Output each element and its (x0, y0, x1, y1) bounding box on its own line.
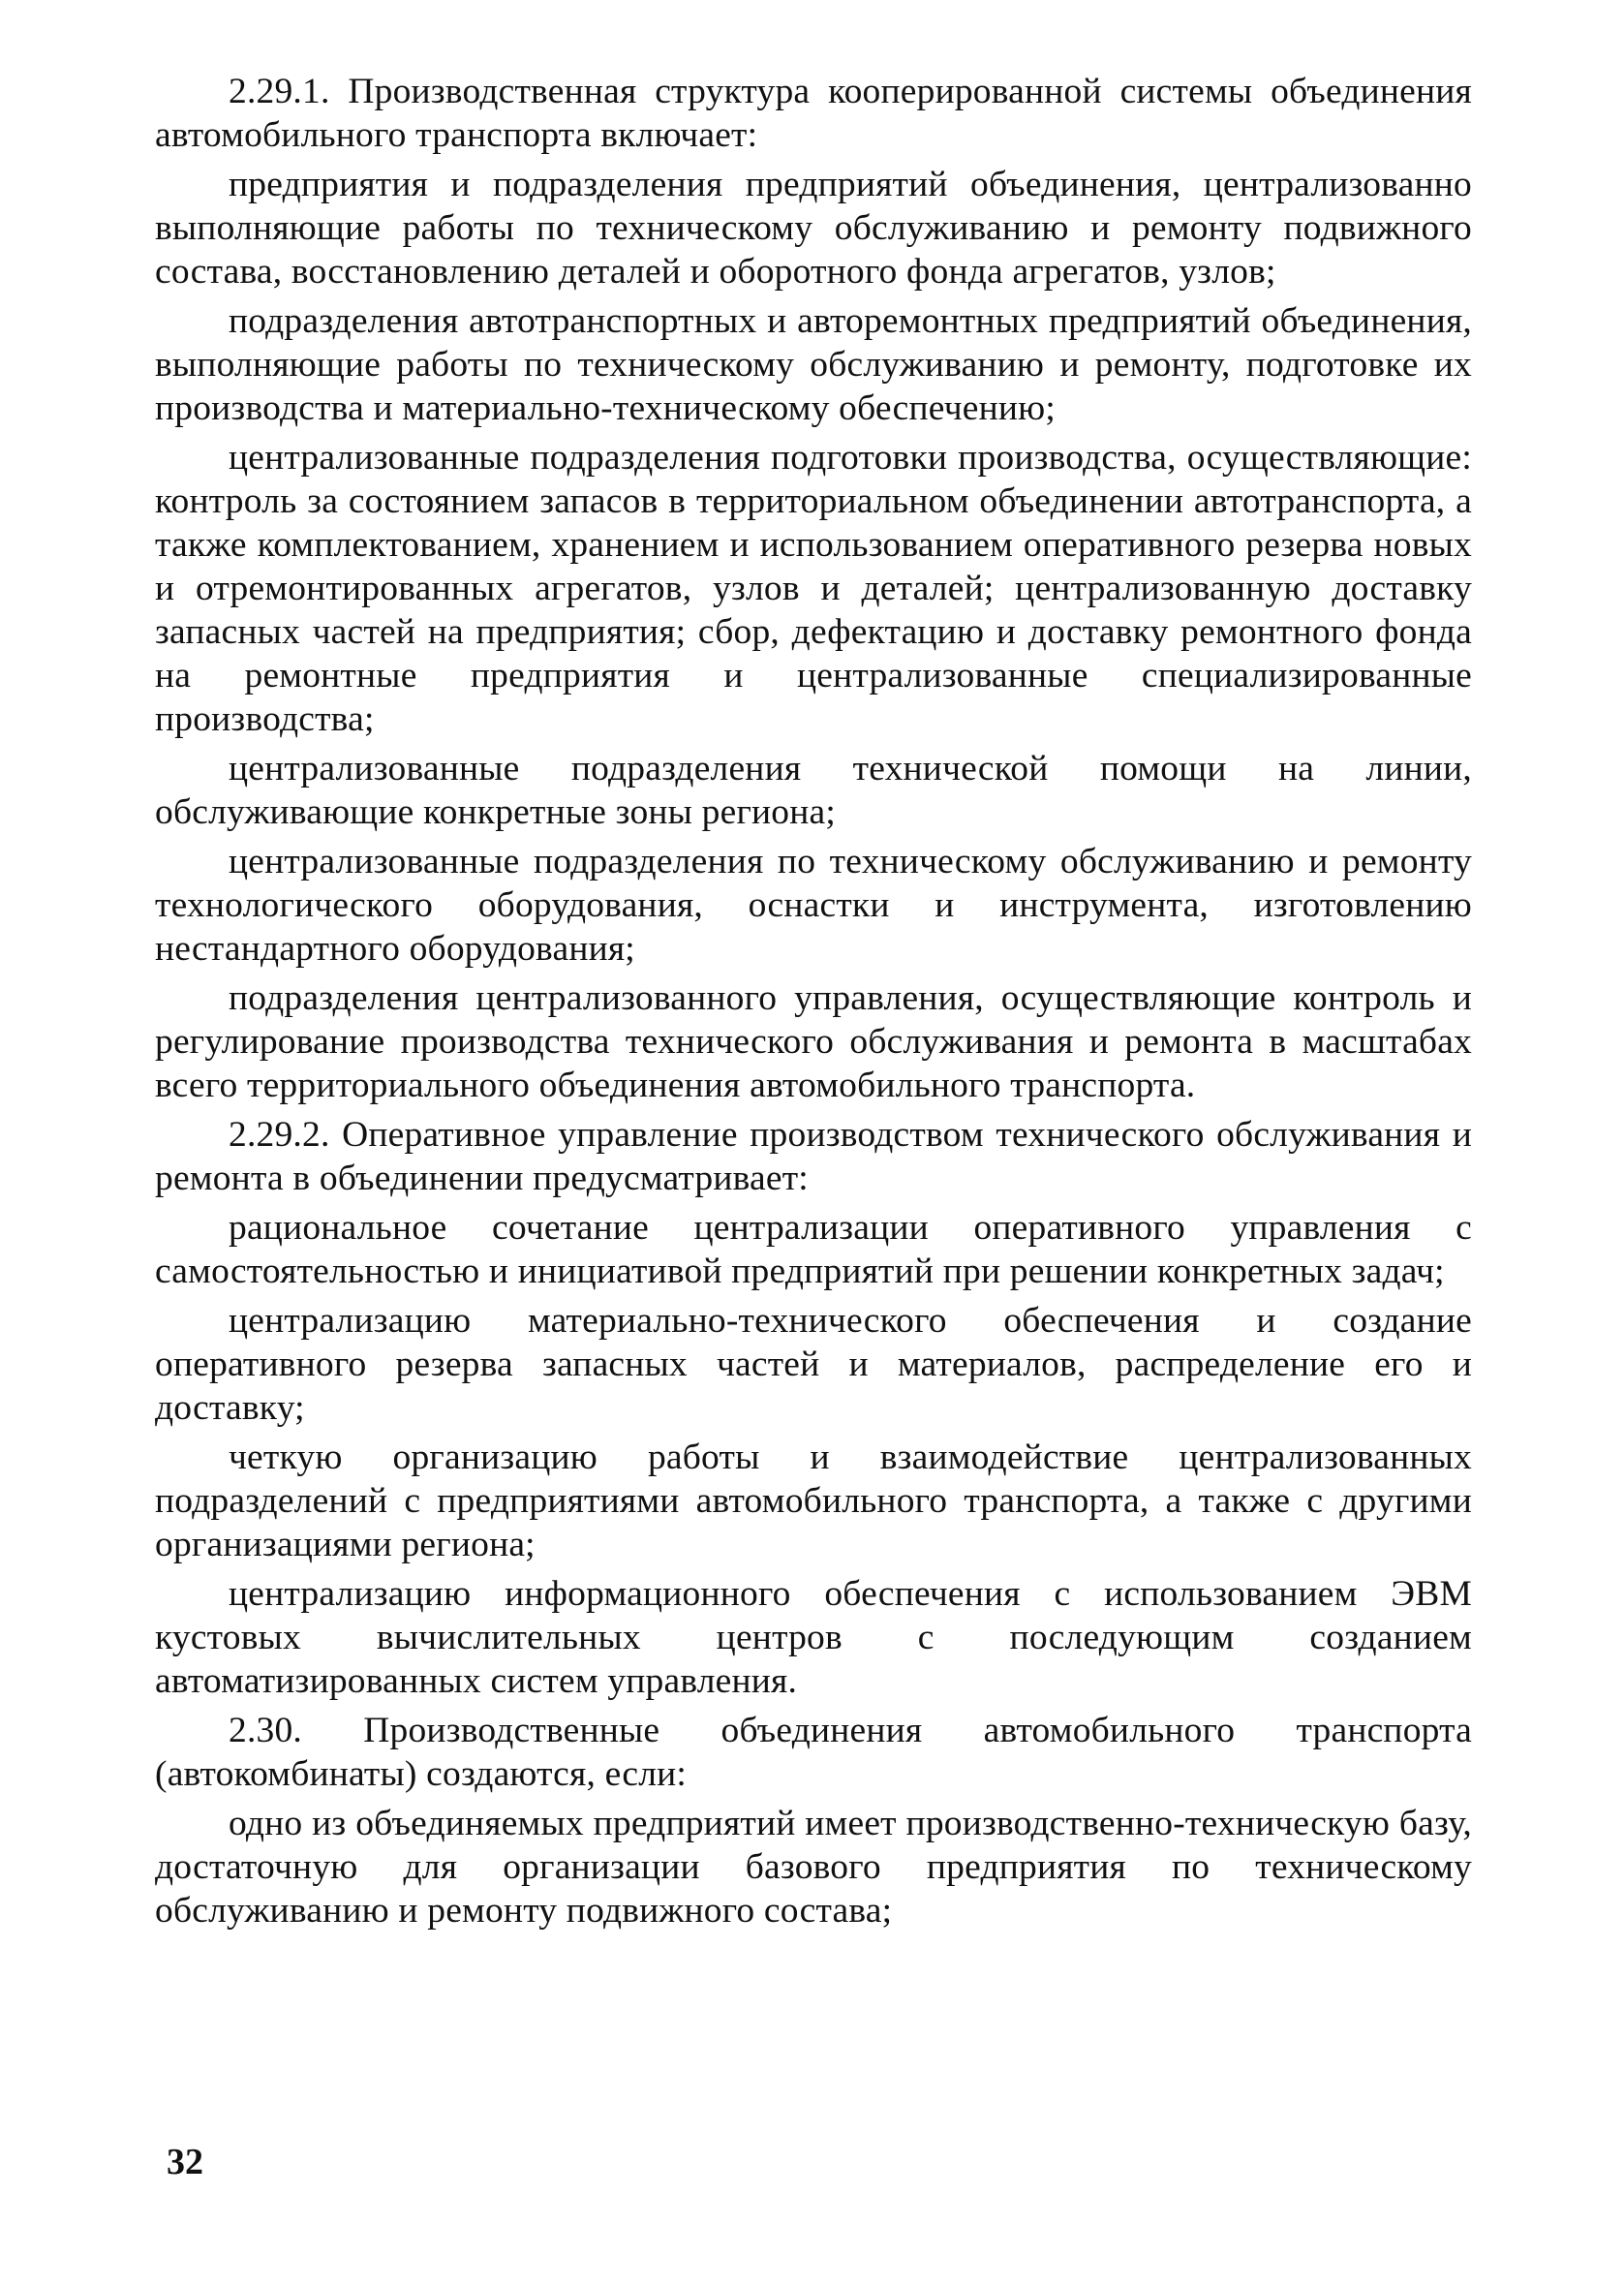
paragraph-cooperation: четкую организацию работы и взаимодействие централизованных подразделений с предприятиями автомобильного транспорта, а также с другими организациями региона; (155, 1438, 1472, 1564)
paragraph-equipment-maintenance: централизованные подразделения по техническому обслуживанию и ремонту технологического оборудования, оснастки и инструмента, изготовлению нестандартного оборудования; (155, 842, 1472, 969)
paragraph-2-30: 2.30. Производственные объединения автомобильного транспорта (автокомбинаты) создаются, если: (155, 1711, 1472, 1794)
paragraph-material-supply: централизацию материально-технического обеспечения и создание оперативного резерва запасных частей и материалов, распределение его и доставку; (155, 1301, 1472, 1428)
paragraph-production-preparation: централизованные подразделения подготовки производства, осуществляющие: контроль за состоянием запасов в территориальном объединении автотранспорта, а также комплектованием, хранением и использованием оперативного резерва новых и отремонтированных агрегатов, узлов и деталей; централизованную доставку запасных частей на предприятия; сбор, дефектацию и доставку ремонтного фонда на ремонтные предприятия и централизованные специализированные производства; (155, 438, 1472, 739)
paragraph-rational-combination: рациональное сочетание централизации оперативного управления с самостоятельностью и инициативой предприятий при решении конкретных задач; (155, 1208, 1472, 1291)
paragraph-subdivisions: подразделения автотранспортных и авторемонтных предприятий объединения, выполняющие работы по техническому обслуживанию и ремонту, подготовке их производства и материально-техническому обеспечению; (155, 301, 1472, 428)
paragraph-information-support: централизацию информационного обеспечения с использованием ЭВМ кустовых вычислительных центров с последующим созданием автоматизированных систем управления. (155, 1574, 1472, 1701)
page-number: 32 (167, 2142, 203, 2182)
paragraph-technical-assistance: централизованные подразделения технической помощи на линии, обслуживающие конкретные зоны региона; (155, 749, 1472, 832)
paragraph-centralized-management: подразделения централизованного управления, осуществляющие контроль и регулирование производства технического обслуживания и ремонта в масштабах всего территориального объединения автомобильного транспорта. (155, 978, 1472, 1105)
paragraph-base-enterprise: одно из объединяемых предприятий имеет производственно-техническую базу, достаточную для организации базового предприятия по техническому обслуживанию и ремонту подвижного состава; (155, 1804, 1472, 1931)
paragraph-2-29-2: 2.29.2. Оперативное управление производством технического обслуживания и ремонта в объединении предусматривает: (155, 1115, 1472, 1198)
paragraph-2-29-1: 2.29.1. Производственная структура кооперированной системы объединения автомобильного транспорта включает: (155, 72, 1472, 155)
document-body (155, 70, 1472, 1938)
paragraph-enterprises: предприятия и подразделения предприятий объединения, централизованно выполняющие работы по техническому обслуживанию и ремонту подвижного состава, восстановлению деталей и оборотного фонда агрегатов, узлов; (155, 165, 1472, 292)
